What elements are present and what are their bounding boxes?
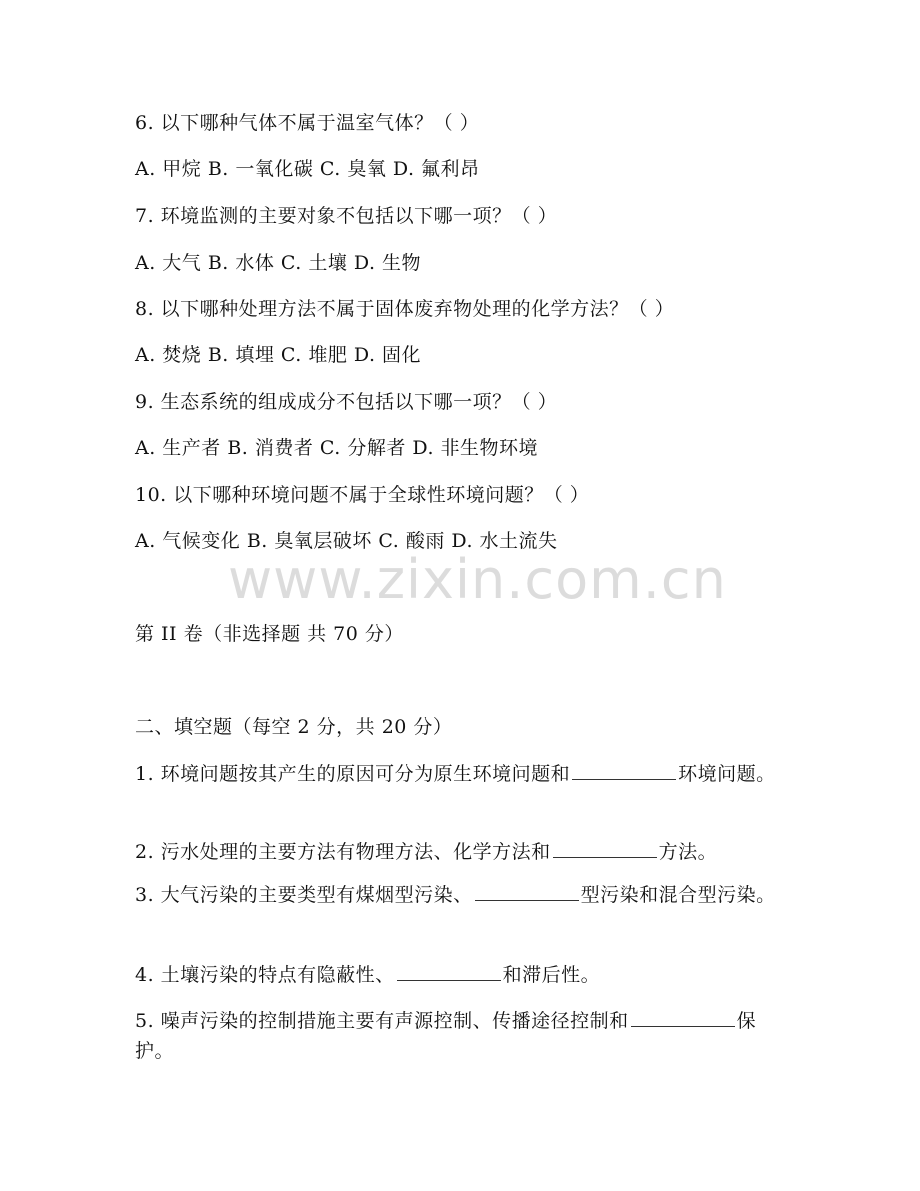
- fill-5-before: 5. 噪声污染的控制措施主要有声源控制、传播途径控制和: [135, 1010, 629, 1032]
- section-2-title: 二、填空题（每空 2 分，共 20 分）: [135, 716, 453, 738]
- answer-blank[interactable]: [572, 761, 676, 780]
- answer-blank[interactable]: [631, 1008, 735, 1027]
- question-9: 9. 生态系统的组成成分不包括以下哪一项？（ ）: [135, 391, 558, 413]
- fill-question-3: [135, 880, 780, 910]
- volume-2-title: 第 II 卷（非选择题 共 70 分）: [135, 623, 404, 645]
- fill-question-1: [135, 759, 780, 789]
- answer-blank[interactable]: [397, 962, 501, 981]
- fill-2-before: 2. 污水处理的主要方法有物理方法、化学方法和: [135, 841, 551, 863]
- watermark: www.zixin.com.cn: [228, 548, 727, 611]
- fill-5-after: 保护。: [135, 1010, 757, 1062]
- fill-question-2: [135, 839, 785, 864]
- fill-question-5: [135, 1006, 780, 1066]
- fill-2-after: 方法。: [658, 841, 718, 863]
- question-10: 10. 以下哪种环境问题不属于全球性环境问题？（ ）: [135, 484, 590, 506]
- options-6: A. 甲烷 B. 一氧化碳 C. 臭氧 D. 氟利昂: [135, 158, 480, 180]
- fill-1-before: 1. 环境问题按其产生的原因可分为原生环境问题和: [135, 763, 571, 785]
- fill-3-after: 型污染和混合型污染。: [580, 884, 776, 906]
- fill-4-before: 4. 土壤污染的特点有隐蔽性、: [135, 964, 395, 986]
- options-7: A. 大气 B. 水体 C. 土壤 D. 生物: [135, 252, 422, 274]
- question-8: 8. 以下哪种处理方法不属于固体废弃物处理的化学方法？（ ）: [135, 298, 675, 320]
- fill-1-after: 环境问题。: [678, 763, 776, 785]
- answer-blank[interactable]: [553, 839, 657, 858]
- options-8: A. 焚烧 B. 填埋 C. 堆肥 D. 固化: [135, 344, 422, 366]
- fill-3-before: 3. 大气污染的主要类型有煤烟型污染、: [135, 884, 473, 906]
- fill-question-4: [135, 962, 785, 987]
- answer-blank[interactable]: [475, 882, 579, 901]
- options-9: A. 生产者 B. 消费者 C. 分解者 D. 非生物环境: [135, 437, 539, 459]
- question-7: 7. 环境监测的主要对象不包括以下哪一项？（ ）: [135, 205, 558, 227]
- fill-4-after: 和滞后性。: [502, 964, 601, 986]
- options-10: A. 气候变化 B. 臭氧层破坏 C. 酸雨 D. 水土流失: [135, 530, 558, 552]
- question-6: 6. 以下哪种气体不属于温室气体？（ ）: [135, 112, 480, 134]
